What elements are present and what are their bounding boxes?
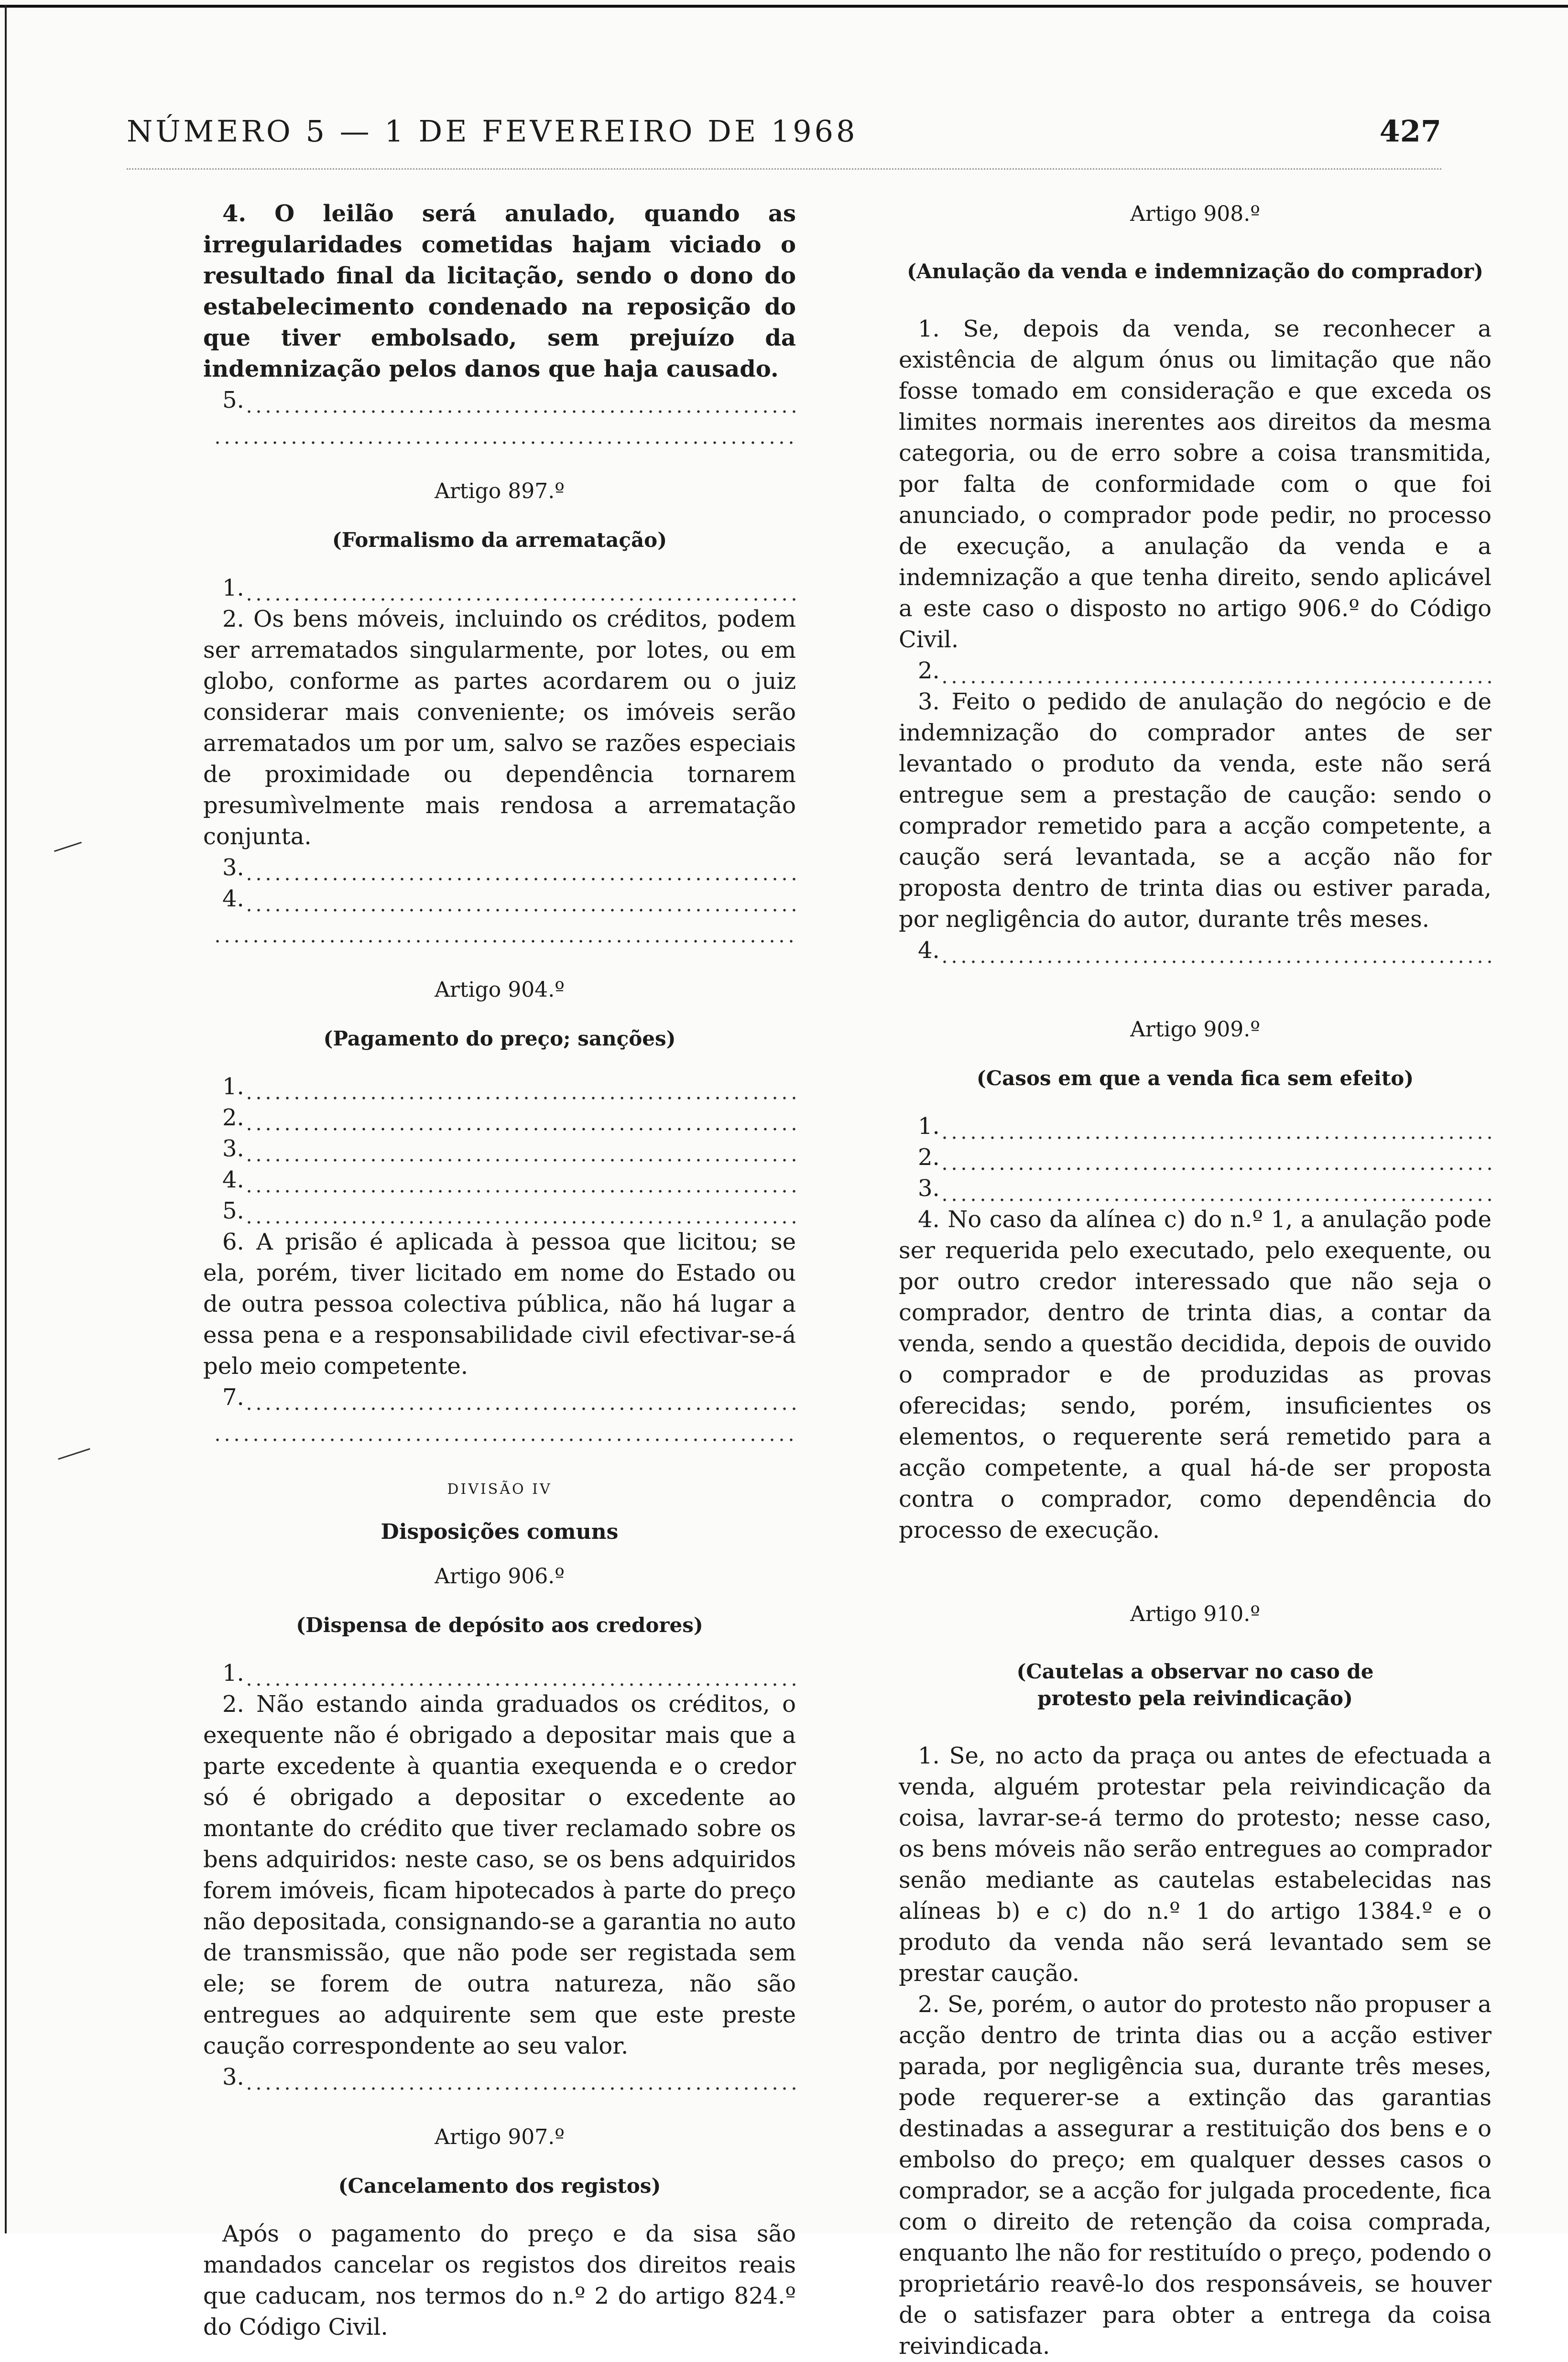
- omitted-paragraph: [213, 1413, 796, 1444]
- article-paragraph: 2. Não estando ainda graduados os créditos, o exequente não é obrigado a depositar mais que a parte excedente à quantia exequenda e o credor só é obrigado a depositar o excedente ao montante do crédito que tiver reclamado sobre os bens adquiridos: neste caso, se os bens adquiridos forem imóveis, ficam hipotecados à parte do preço não depositada, consignando-se a garantia no auto de transmissão, que não pode ser registada sem ele; se forem de outra natureza, não são entregues ao adquirente sem que este preste caução correspondente ao seu valor.: [203, 1691, 796, 2059]
- article-title: (Formalismo da arrematação): [332, 528, 667, 552]
- omitted-item: 3.: [918, 1173, 1492, 1204]
- article-title: (Anulação da venda e indemnização do comprador): [907, 260, 1483, 283]
- article-paragraph: 2. Os bens móveis, incluindo os créditos, podem ser arrematados singularmente, por lotes, ou em globo, conforme as partes acordarem ou o juiz considerar mais conveniente; os imóveis serão arrematados um por um, salvo se razões especiais de proximidade ou dependência tornarem presumìvelmente mais rendosa a arrematação conjunta.: [203, 606, 796, 850]
- omitted-item: 1.: [222, 573, 796, 604]
- article-paragraph: 1. Se, depois da venda, se reconhecer a existência de algum ónus ou limitação que não fosse tomado em consideração e que exceda os limites normais inerentes aos direitos da mesma categoria, ou de erro sobre a coisa transmitida, por falta de conformidade com o que foi anunciado, o comprador pode pedir, no processo de execução, a anulação da venda e a indemnização a que tenha direito, sendo aplicável a este caso o disposto no artigo 906.º do Código Civil.: [899, 316, 1492, 653]
- article-paragraph: Após o pagamento do preço e da sisa são mandados cancelar os registos dos direitos reais que caducam, nos termos do n.º 2 do artigo 824.º do Código Civil.: [203, 2220, 796, 2340]
- omitted-item: 7.: [222, 1382, 796, 1413]
- omitted-item: 3.: [222, 1133, 796, 1165]
- omitted-item: 5.: [222, 385, 796, 416]
- running-header: [127, 114, 1441, 152]
- article-title: (Pagamento do preço; sanções): [323, 1027, 676, 1050]
- article-heading: Artigo 906.º: [435, 1564, 565, 1589]
- omitted-item: 4.: [222, 1165, 796, 1196]
- article-title: (Cautelas a observar no caso de protesto pela reivindicação): [1016, 1660, 1374, 1710]
- right-column: [899, 198, 1492, 2362]
- omitted-item: 4.: [918, 935, 1492, 966]
- article-heading: Artigo 907.º: [435, 2125, 565, 2149]
- omitted-item: 1.: [222, 1071, 796, 1102]
- omitted-item: 2.: [918, 1142, 1492, 1173]
- omitted-item: 2.: [918, 655, 1492, 686]
- omitted-item: 5.: [222, 1196, 796, 1227]
- top-border: [0, 5, 1568, 8]
- omitted-item: 2.: [222, 1102, 796, 1133]
- article-heading: Artigo 904.º: [435, 978, 565, 1002]
- article-title: (Casos em que a venda fica sem efeito): [976, 1067, 1414, 1090]
- article-heading: Artigo 897.º: [435, 479, 565, 503]
- article-heading: Artigo 908.º: [1130, 202, 1260, 226]
- article-paragraph: 2. Se, porém, o autor do protesto não propuser a acção dentro de trinta dias ou a acção estiver parada, por negligência sua, durante três meses, pode requerer-se a extinção das garantias destinadas a assegurar a restituição dos bens e o embolso do preço; em qualquer desses casos o comprador, se a acção for julgada procedente, fica com o direito de retenção da coisa comprada, enquanto lhe não for restituído o preço, podendo o proprietário reavê-lo dos responsáveis, se houver de o satisfazer para obter a entrega da coisa reivindicada.: [899, 1991, 1492, 2360]
- page-number: 427: [1379, 114, 1441, 149]
- omitted-paragraph: [213, 914, 796, 946]
- article-paragraph: 1. Se, no acto da praça ou antes de efectuada a venda, alguém protestar pela reivindicação da coisa, lavrar-se-á termo do protesto; nesse caso, os bens móveis não serão entregues ao comprador senão mediante as cautelas estabelecidas nas alíneas b) e c) do n.º 1 do artigo 1384.º e o produto da venda não será levantado sem se prestar caução.: [899, 1742, 1492, 1987]
- omitted-item: 1.: [918, 1111, 1492, 1142]
- omitted-item: 4.: [222, 883, 796, 914]
- omitted-item: 3.: [222, 2062, 796, 2093]
- margin-mark: [58, 1448, 90, 1459]
- omitted-item: 3.: [222, 852, 796, 883]
- article-paragraph: 6. A prisão é aplicada à pessoa que licitou; se ela, porém, tiver licitado em nome do Estado ou de outra pessoa colectiva pública, não há lugar a essa pena e a responsabilidade civil efectivar-se-á pelo meio competente.: [203, 1229, 796, 1380]
- leilao-item-4: 4. O leilão será anulado, quando as irregularidades cometidas hajam viciado o resultado final da licitação, sendo o dono do estabelecimento condenado na reposição do que tiver embolsado, sem prejuízo da indemnização pelos danos que haja causado.: [203, 200, 796, 382]
- article-heading: Artigo 909.º: [1130, 1017, 1260, 1042]
- division-title: Disposições comuns: [381, 1520, 619, 1544]
- left-column: [203, 198, 796, 2343]
- margin-mark: [54, 842, 82, 852]
- omitted-item: 1.: [222, 1658, 796, 1689]
- article-paragraph: 4. No caso da alínea c) do n.º 1, a anulação pode ser requerida pelo executado, pelo exequente, ou por outro credor interessado que não seja o comprador, dentro de trinta dias, a contar da venda, sendo a questão decidida, depois de ouvido o comprador e de produzidas as provas oferecidas; sendo, porém, insuficientes os elementos, o requerente será remetido para a acção competente, a qual há-de ser proposta contra o comprador, como dependência do processo de execução.: [899, 1206, 1492, 1544]
- header-rule: [127, 168, 1441, 170]
- omitted-paragraph: [213, 416, 796, 447]
- article-heading: Artigo 910.º: [1130, 1602, 1260, 1626]
- left-border: [5, 5, 7, 2233]
- article-title: (Cancelamento dos registos): [338, 2174, 661, 2198]
- article-paragraph: 3. Feito o pedido de anulação do negócio e de indemnização do comprador antes de ser levantado o produto da venda, este não será entregue sem a prestação de caução: sendo o comprador remetido para a acção competente, a caução será levantada, se a acção não for proposta dentro de trinta dias ou estiver parada, por negligência do autor, durante três meses.: [899, 688, 1492, 933]
- article-title: (Dispensa de depósito aos credores): [296, 1613, 703, 1637]
- division-heading: DIVISÃO IV: [447, 1481, 552, 1498]
- header-issue-date: NÚMERO 5 — 1 DE FEVEREIRO DE 1968: [127, 114, 858, 149]
